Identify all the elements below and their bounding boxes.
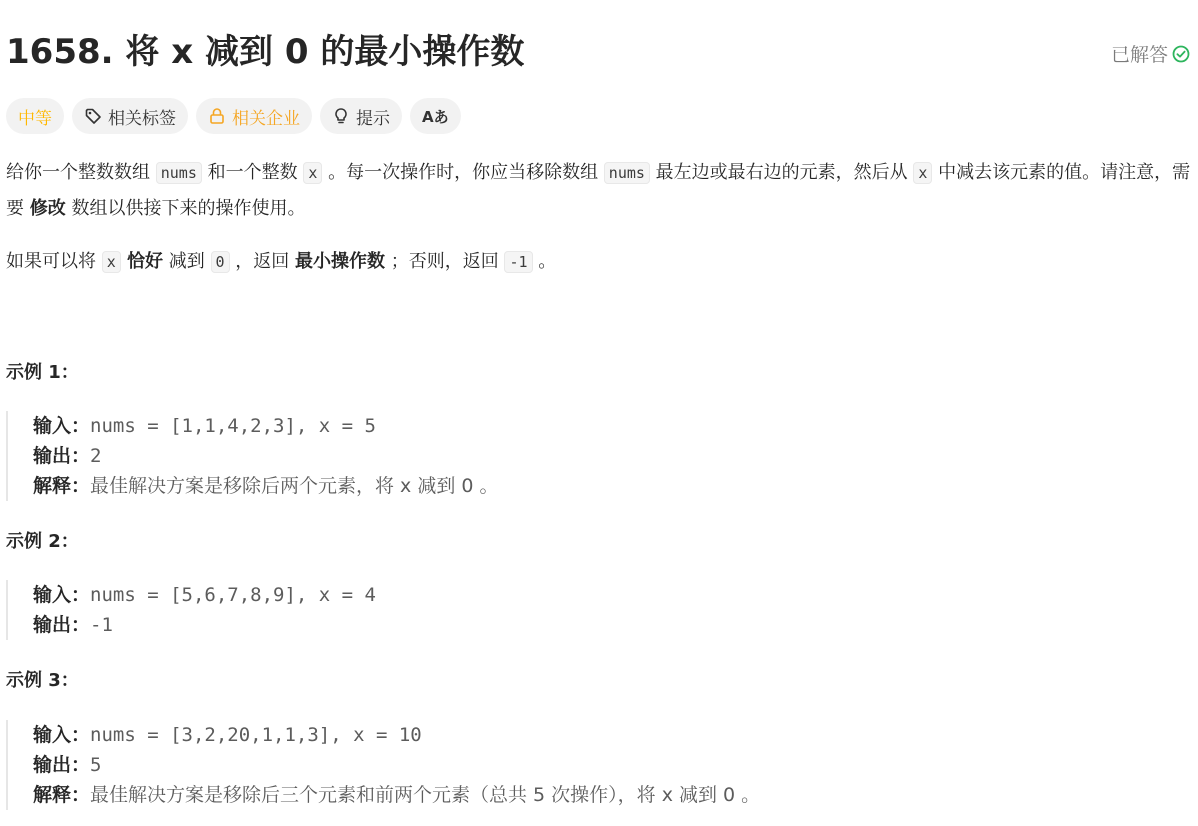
example-output [33, 441, 499, 471]
output-label: 输出： [33, 754, 91, 776]
text: 如果可以将 [6, 251, 102, 272]
example-title: 示例 3： [6, 670, 79, 691]
output-label: 输出： [33, 614, 91, 636]
input-label: 输入： [33, 584, 91, 606]
output-value: 5 [90, 754, 102, 776]
difficulty-label: 中等 [18, 108, 52, 129]
check-circle-icon [1172, 45, 1190, 63]
hint-label: 提示 [356, 108, 390, 129]
example-input [33, 411, 499, 441]
difficulty-tag[interactable] [6, 98, 64, 134]
explain-label: 解释： [33, 475, 91, 497]
text: 减到 [163, 251, 211, 272]
text: ；否则，返回 [384, 251, 505, 272]
inline-code: x [102, 251, 121, 273]
related-companies-label: 相关企业 [232, 108, 300, 129]
solved-label: 已解答 [1110, 44, 1168, 66]
text: 。每一次操作时，你应当移除数组 [322, 162, 604, 183]
explain-label: 解释： [33, 784, 91, 806]
description-paragraph [6, 244, 1192, 280]
description-paragraph [6, 155, 1192, 226]
inline-code: -1 [504, 251, 532, 273]
bold-text: 修改 [29, 198, 66, 219]
example-block [6, 720, 760, 810]
bold-text: 最小操作数 [294, 251, 385, 272]
related-tags-button[interactable] [72, 98, 188, 134]
bold-text: 恰好 [120, 251, 164, 272]
input-label: 输入： [33, 724, 91, 746]
problem-page [6, 0, 1192, 806]
inline-code: nums [604, 162, 650, 184]
translate-icon: Aあ [422, 107, 449, 126]
text: 给你一个整数数组 [6, 162, 156, 183]
example-title: 示例 2： [6, 531, 79, 552]
related-companies-button[interactable] [196, 98, 312, 134]
example-output [33, 610, 376, 640]
example-block [6, 411, 499, 501]
example-explanation [33, 471, 499, 501]
text: 最左边或最右边的元素，然后从 [649, 162, 914, 183]
inline-code: x [913, 162, 932, 184]
example-input [33, 580, 376, 610]
problem-title: 1658. 将 x 减到 0 的最小操作数 [6, 32, 525, 72]
example-explanation [33, 780, 760, 810]
problem-description [6, 155, 1192, 280]
output-label: 输出： [33, 445, 91, 467]
inline-code: 0 [211, 251, 230, 273]
explain-value: 最佳解决方案是移除后两个元素，将 x 减到 0 。 [90, 475, 499, 497]
related-tags-label: 相关标签 [108, 108, 176, 129]
text: ，返回 [229, 251, 295, 272]
hint-button[interactable] [320, 98, 402, 134]
input-value: nums = [1,1,4,2,3], x = 5 [90, 415, 376, 437]
example-output [33, 750, 760, 780]
input-value: nums = [3,2,20,1,1,3], x = 10 [90, 724, 422, 746]
tag-bar [6, 98, 461, 134]
text: 数组以供接下来的操作使用。 [65, 198, 306, 219]
output-value: 2 [90, 445, 102, 467]
lightbulb-icon [332, 107, 350, 125]
example-title: 示例 1： [6, 362, 79, 383]
tag-icon [84, 107, 102, 125]
text: 。 [532, 251, 557, 272]
inline-code: x [303, 162, 322, 184]
inline-code: nums [156, 162, 202, 184]
solved-status [1111, 40, 1190, 67]
translate-button[interactable] [410, 98, 461, 134]
example-block [6, 580, 376, 640]
output-value: -1 [90, 614, 113, 636]
problem-header [6, 0, 1192, 100]
lock-icon [208, 107, 226, 125]
input-value: nums = [5,6,7,8,9], x = 4 [90, 584, 376, 606]
explain-value: 最佳解决方案是移除后三个元素和前两个元素（总共 5 次操作），将 x 减到 0 。 [90, 784, 761, 806]
text: 中减去该元素的值。请注意，需要 [6, 162, 1191, 219]
input-label: 输入： [33, 415, 91, 437]
example-input [33, 720, 760, 750]
text: 和一个整数 [201, 162, 304, 183]
